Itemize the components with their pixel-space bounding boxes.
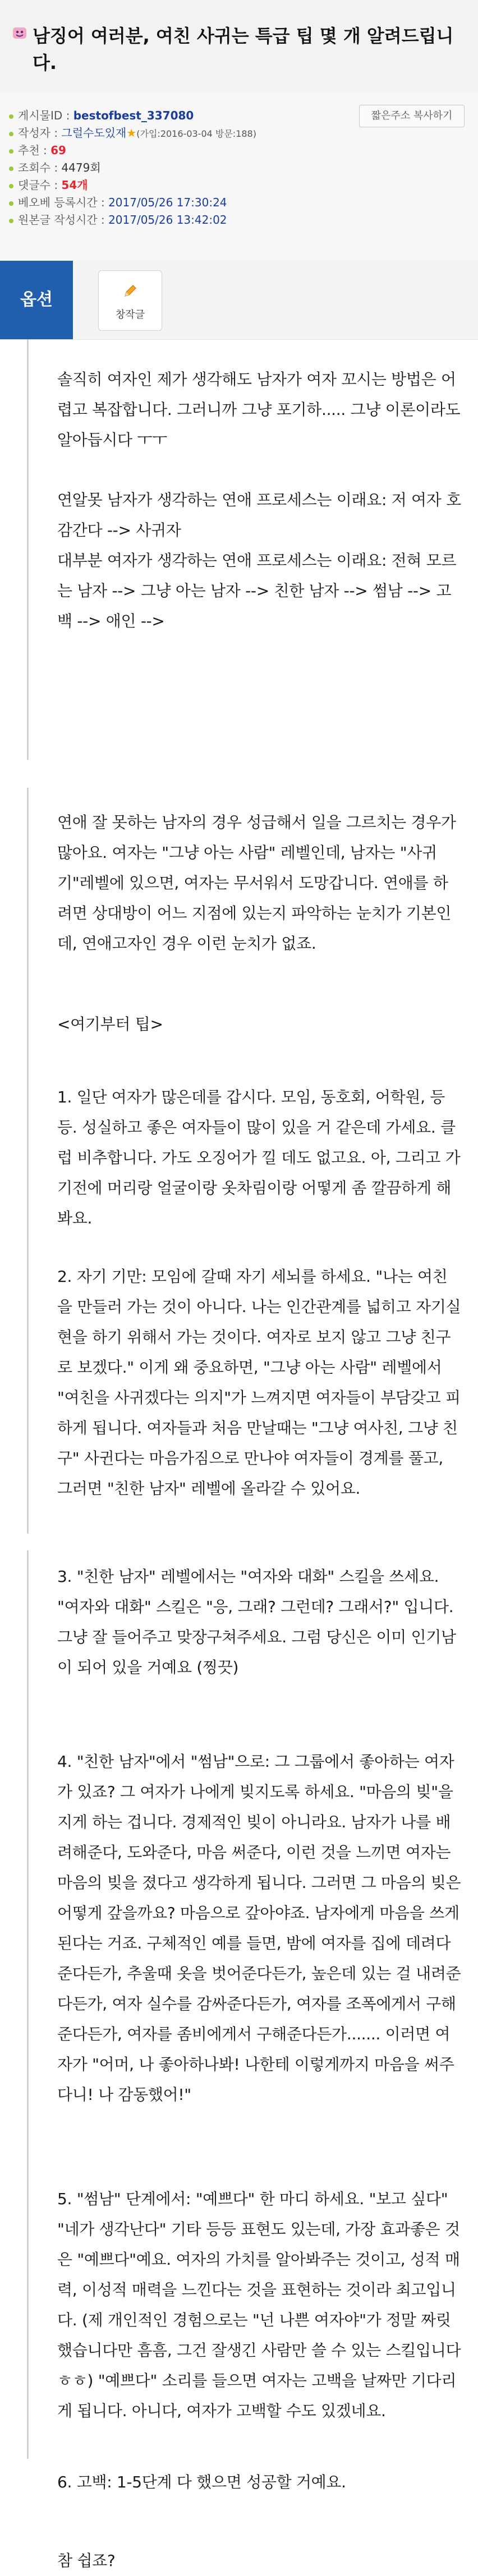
author-link[interactable]: 그럴수도있재 xyxy=(61,126,127,140)
paragraph: 연알못 남자가 생각하는 연애 프로세스는 이래요: 저 여자 호감간다 --> 사귀자 대부분 여자가 생각하는 연애 프로세스는 이래요: 전혀 모르는 남자 --> 그냥 아는 남자 --> 친한 남자 --> 썸남 --> 고백 --> 애인 --> xyxy=(57,491,461,630)
paragraph: 4. "친한 남자"에서 "썸남"으로: 그 그룹에서 좋아하는 여자가 있죠? 그 여자가 나에게 빚지도록 하세요. "마음의 빚"을 지게 하는 겁니다. 경제적인 빚이 아니라요. 남자가 나를 배려해준다, 도와준다, 마음 써준다, 이런 것을 느끼면 여자는 마음의 빚을 졌다고 생각하게 됩니다. 그러면 그 마음의 빚은 어떻게 갚을까요? 마음으로 갚아야죠. 남자에게 마음을 쓰게 된다는 거죠. 구체적인 예를 들면, 밤에 여자를 집에 데려다 준다든가, 추울때 옷을 벗어준다든가, 높은데 있는 걸 내려준다든가, 여자 실수를 감싸준다든가, 여자를 조폭에게서 구해준다든가, 여자를 좀비에게서 구해준다든가....... 이러면 여자가 "어머, 나 좋아하나봐! 나한테 이렇게까지 마음을 써주다니! 나 감동했어!" xyxy=(57,1752,461,2104)
paragraph: 6. 고백: 1-5단계 다 했으면 성공할 거예요. xyxy=(57,2473,346,2491)
paragraph: 솔직히 여자인 제가 생각해도 남자가 여자 꼬시는 방법은 어렵고 복잡합니다. 그러니까 그냥 포기하..... 그냥 이론이라도 알아듭시다 ㅜㅜ xyxy=(57,370,461,449)
post-header xyxy=(0,0,478,93)
creative-post-label: 창작글 xyxy=(115,309,145,321)
paragraph: 연애 잘 못하는 남자의 경우 성급해서 일을 그르치는 경우가 많아요. 여자는 "그냥 아는 사람" 레벨인데, 남자는 "사귀기"레벨에 있으면, 여자는 무서워서 도망갑니다. 연애를 하려면 상대방이 어느 지점에 있는지 파악하는 눈치가 기본인데, 연애고자인 경우 이런 눈치가 없죠. xyxy=(57,813,456,953)
meta-views: 조회수 : 4479회 xyxy=(9,159,256,177)
paragraph: 3. "친한 남자" 레벨에서는 "여자와 대화" 스킬을 쓰세요. "여자와 대화" 스킬은 "응, 그래? 그런데? 그래서?" 입니다. 그냥 잘 들어주고 맞장구쳐주세요. 그럼 당신은 이미 인기남이 되어 있을 거예요 (찡끗) xyxy=(57,1567,456,1677)
option-bar xyxy=(0,261,478,340)
post-title: 남징어 여러분, 여친 사귀는 특급 팁 몇 개 알려드립니다. xyxy=(33,25,454,73)
paragraph: 참 쉽죠? xyxy=(57,2551,116,2570)
paragraph: <여기부터 팁> xyxy=(57,1015,163,1033)
copy-short-url-button[interactable]: 짧은주소 복사하기 xyxy=(359,105,465,127)
meta-recommend: 추천 : 69 xyxy=(9,142,256,159)
post-emoji-icon xyxy=(12,26,27,40)
creative-post-button[interactable] xyxy=(98,270,162,331)
meta-best-time: 베오베 등록시간 : 2017/05/26 17:30:24 xyxy=(9,194,256,211)
paragraph: 5. "썸남" 단계에서: "예쁘다" 한 마디 하세요. "보고 싶다" "네가 생각난다" 기타 등등 표현도 있는데, 가장 효과좋은 것은 "예쁘다"예요. 여자의 가치를 알아봐주는 것이고, 성적 매력, 이성적 매력을 느낀다는 것을 표현하는 것이라 최고입니다. (제 개인적인 경험으로는 "넌 나쁜 여자야"가 정말 짜릿했습니다만 흠흠, 그건 잘생긴 사람만 쓸 수 있는 스킬입니다 ㅎㅎ) "예쁘다" 소리를 들으면 여자는 고백을 날짜만 기다리게 됩니다. 아니다, 여자가 고백할 수도 있겠네요. xyxy=(57,2190,461,2420)
meta-post-id: 게시물ID : bestofbest_337080 xyxy=(9,107,256,124)
meta-comments: 댓글수 : 54개 xyxy=(9,177,256,194)
options-label: 옵션 xyxy=(0,261,73,339)
meta-original-time: 원본글 작성시간 : 2017/05/26 13:42:02 xyxy=(9,211,256,229)
paragraph: 2. 자기 기만: 모임에 갈때 자기 세뇌를 하세요. "나는 여친을 만들러 가는 것이 아니다. 나는 인간관계를 넓히고 자기실현을 하기 위해서 가는 것이다. 여자로 보지 않고 그냥 친구로 보겠다." 이게 왜 중요하면, "그냥 아는 사람" 레벨에서 "여친을 사귀겠다는 의지"가 느껴지면 여자들이 부담갖고 피하게 됩니다. 여자들과 처음 만날때는 "그냥 여사친, 그냥 친구" 사귄다는 마음가짐으로 만나야 여자들이 경계를 풀고, 그러면 "친한 남자" 레벨에 올라갈 수 있어요. xyxy=(57,1267,461,1498)
meta-author: 작성자 : 그럴수도있재★(가입:2016-03-04 방문:188) xyxy=(9,124,256,142)
pencil-icon xyxy=(122,283,138,299)
star-icon: ★ xyxy=(126,126,137,140)
post-meta xyxy=(0,93,478,261)
paragraph: 1. 일단 여자가 많은데를 갑시다. 모임, 동호회, 어학원, 등등. 성실하고 좋은 여자들이 많이 있을 거 같은데 가세요. 클럽 비추합니다. 가도 오징어가 낄 데도 없고요. 아, 그리고 가기전에 머리랑 얼굴이랑 옷차림이랑 어떻게 좀 깔끔하게 해봐요. xyxy=(57,1088,461,1227)
